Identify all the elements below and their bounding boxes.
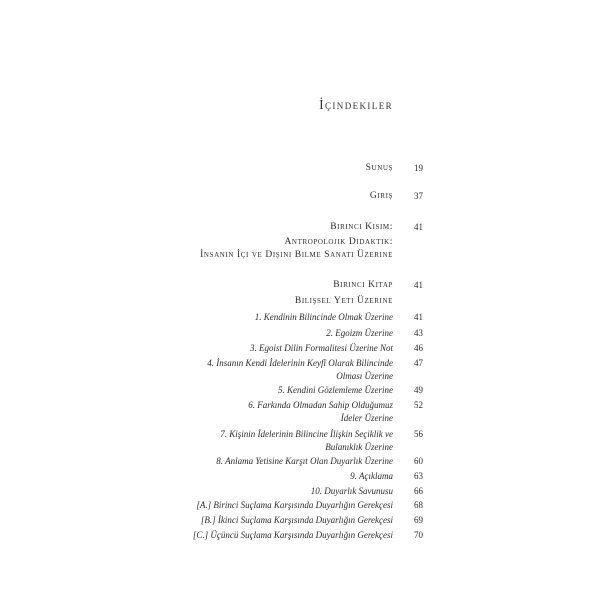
toc-entry-label: 10. Duyarlık Savunusu	[310, 486, 393, 496]
toc-entry-s2	[0, 328, 600, 342]
toc-entry-label: Birinci Kısım:	[330, 222, 393, 232]
toc-entry-sc	[0, 530, 600, 544]
toc-entry-label: 5. Kendini Gözlemleme Üzerine	[278, 385, 393, 395]
toc-entry-page-number: 49	[414, 385, 423, 395]
toc-entry-s8	[0, 456, 600, 470]
toc-entry-page-number: 52	[414, 400, 423, 410]
toc-entry-label: 2. Egoizm Üzerine	[326, 328, 393, 338]
toc-entry-page-number: 60	[414, 456, 423, 466]
toc-entry-s4b	[0, 371, 600, 385]
toc-entry-page-number: 41	[414, 280, 423, 290]
toc-entry-page-number: 37	[414, 191, 423, 201]
toc-entry-label: İdeler Üzerine	[340, 413, 393, 423]
toc-entry-s1	[0, 312, 600, 326]
toc-entry-label: [C.] Üçüncü Suçlama Karşısında Duyarlığın Gerekçesi	[192, 530, 393, 540]
toc-entry-s5	[0, 385, 600, 399]
toc-entry-s10	[0, 486, 600, 500]
toc-entry-page-number: 66	[414, 486, 423, 496]
toc-entry-label: Birinci Kitap	[333, 280, 393, 290]
toc-entry-antropolojik-2	[0, 250, 600, 264]
toc-entry-label: Sunuş	[365, 163, 393, 173]
toc-entry-label: Bulanıklık Üzerine	[325, 442, 393, 452]
toc-entry-label: 6. Farkında Olmadan Sahip Olduğumuz	[248, 400, 393, 410]
toc-entry-page-number: 56	[414, 429, 423, 439]
toc-entry-page-number: 46	[414, 343, 423, 353]
toc-entry-label: Giriş	[369, 191, 393, 201]
toc-entry-antropolojik-1	[0, 237, 600, 251]
toc-entry-s7a	[0, 429, 600, 443]
toc-entry-page-number: 43	[414, 328, 423, 338]
toc-entry-label: 3. Egoist Dilin Formalitesi Üzerine Not	[250, 343, 393, 353]
toc-entry-s7b	[0, 442, 600, 456]
toc-entry-label: Bilişsel Yeti Üzerine	[294, 296, 393, 306]
toc-entry-birinci-kitap	[0, 280, 600, 294]
toc-entry-page-number: 69	[414, 515, 423, 525]
toc-entry-label: Olması Üzerine	[336, 371, 393, 381]
toc-entry-sunus	[0, 163, 600, 177]
toc-entry-page-number: 63	[414, 471, 423, 481]
toc-entry-sa	[0, 500, 600, 514]
toc-entry-label: [B.] İkinci Suçlama Karşısında Duyarlığın Gerekçesi	[200, 515, 393, 525]
toc-entry-label: 8. Anlama Yetisine Karşıt Olan Duyarlık Üzerine	[216, 456, 393, 466]
toc-entry-birinci-kisim	[0, 222, 600, 236]
toc-entry-page-number: 47	[414, 358, 423, 368]
toc-entry-label: 7. Kişinin İdelerinin Bilincine İlişkin Seçiklik ve	[220, 429, 393, 439]
toc-entry-s6b	[0, 413, 600, 427]
toc-entry-label: 1. Kendinin Bilincinde Olmak Üzerine	[254, 312, 393, 322]
toc-title: İçindekiler	[319, 97, 393, 112]
toc-entry-label: 4. İnsanın Kendi İdelerinin Keyfî Olarak Bilincinde	[207, 358, 393, 368]
toc-entry-page-number: 41	[414, 222, 423, 232]
toc-entry-label: İnsanın İçi ve Dışını Bilme Sanatı Üzerine	[200, 250, 393, 260]
toc-entry-s6a	[0, 400, 600, 414]
toc-entry-page-number: 41	[414, 312, 423, 322]
toc-entry-sb	[0, 515, 600, 529]
toc-entry-page-number: 19	[414, 163, 423, 173]
toc-entry-label: Antropolojik Didaktik:	[284, 237, 393, 247]
toc-entry-label: [A.] Birinci Suçlama Karşısında Duyarlığın Gerekçesi	[196, 500, 393, 510]
toc-entry-s9	[0, 471, 600, 485]
toc-entry-page-number: 70	[414, 530, 423, 540]
toc-entry-s3	[0, 343, 600, 357]
toc-entry-giris	[0, 191, 600, 205]
toc-entry-page-number: 68	[414, 500, 423, 510]
toc-entry-label: 9. Açıklama	[350, 471, 393, 481]
toc-entry-s4a	[0, 358, 600, 372]
toc-entry-bilissel-yeti	[0, 296, 600, 310]
